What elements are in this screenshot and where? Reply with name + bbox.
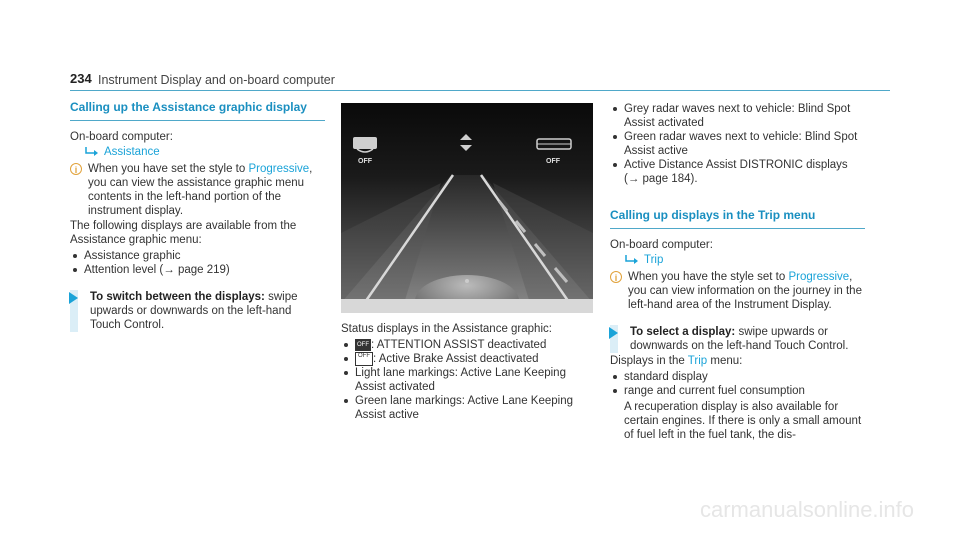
note-text-end: , you can view information on the journey in the left-hand area of the Instrument Display. (628, 271, 862, 311)
list-item: Light lane markings: Active Lane Keeping Assist activated (341, 366, 591, 394)
action-text: swipe upwards or downwards on the left-hand Touch Control. (90, 291, 298, 331)
left-column (70, 100, 325, 332)
action-step (70, 290, 325, 332)
note-text: When you have set the style to (88, 163, 249, 175)
header-rule (70, 90, 890, 91)
trip-list (610, 370, 865, 398)
info-note (70, 162, 325, 218)
brake-assist-off-icon: OFF (355, 352, 373, 366)
bullet-icon (73, 268, 77, 272)
section-title-rule (70, 120, 325, 121)
info-icon: i (610, 271, 622, 283)
progressive-link[interactable]: Progressive (248, 163, 310, 175)
recuperation-paragraph: A recuperation display is also available for certain engines. If there is only a small amount of fuel left in the fuel tank, the dis- (624, 401, 862, 441)
list-item: Attention level (→ page 219) (70, 263, 325, 277)
displays-paragraph: The following displays are available from the Assistance graphic menu: (70, 220, 297, 246)
bullet-icon (344, 371, 348, 375)
menu-path (610, 253, 865, 267)
bullet-icon (613, 107, 617, 111)
status-intro: Status displays in the Assistance graphic: (341, 323, 552, 335)
list-item: Active Distance Assist DISTRONIC displays (→ page 184). (610, 158, 865, 186)
bullet-icon (613, 375, 617, 379)
list-item: range and current fuel consumption (610, 384, 865, 398)
action-arrow-icon (609, 327, 618, 339)
attention-assist-icon (353, 137, 377, 149)
bullet-icon (344, 357, 348, 361)
list-item: Grey radar waves next to vehicle: Blind Spot Assist activated (610, 102, 865, 130)
attention-assist-off-icon: OFF (355, 339, 371, 351)
list-item: Assistance graphic (70, 249, 325, 263)
running-title: Instrument Display and on-board computer (98, 73, 335, 87)
progressive-link[interactable]: Progressive (788, 271, 850, 283)
menu-arrow-icon (84, 146, 100, 158)
bullet-icon (613, 389, 617, 393)
action-bar (70, 290, 78, 332)
trip-link[interactable]: Trip (687, 355, 708, 367)
action-label: To select a display: (630, 326, 736, 338)
note-text-end: , you can view the assistance graphic menu contents in the left-hand portion of the instrument display. (88, 163, 313, 217)
page-number: 234 (70, 71, 92, 86)
menu-arrow-icon (624, 254, 640, 266)
displays-list (70, 249, 325, 277)
status-list (341, 338, 591, 422)
section-title-rule (610, 228, 865, 229)
bullet-icon (344, 399, 348, 403)
menu-path-item[interactable]: Trip (644, 254, 664, 266)
list-item: standard display (610, 370, 865, 384)
assistance-graphic-svg (341, 103, 593, 313)
path-intro: On-board computer: (610, 239, 713, 251)
displays-intro: Displays in the Trip menu: (610, 355, 743, 367)
bullet-icon (73, 254, 77, 258)
section-title-trip: Calling up displays in the Trip menu (610, 208, 816, 222)
list-item: Green lane markings: Active Lane Keeping Assist active (341, 394, 591, 422)
assistance-graphic-image (341, 103, 593, 313)
info-icon: i (70, 163, 82, 175)
menu-path (70, 145, 325, 159)
screen-right-off: OFF (546, 158, 560, 165)
action-step (610, 325, 865, 353)
path-intro: On-board computer: (70, 131, 173, 143)
action-arrow-icon (69, 292, 78, 304)
bullet-icon (613, 135, 617, 139)
menu-path-item[interactable]: Assistance (104, 146, 160, 158)
note-text: When you have the style set to (628, 271, 789, 283)
screen-left-off: OFF (358, 158, 372, 165)
list-item: Green radar waves next to vehicle: Blind Spot Assist active (610, 130, 865, 158)
action-label: To switch between the displays: (90, 291, 265, 303)
watermark: carmanualsonline.info (700, 497, 915, 522)
radar-list (610, 102, 865, 186)
action-text: swipe upwards or downwards on the left-hand Touch Control. (630, 326, 849, 352)
action-bar (610, 325, 618, 353)
list-item: OFF : Active Brake Assist deactivated (341, 352, 591, 366)
bullet-icon (613, 163, 617, 167)
bullet-icon (344, 343, 348, 347)
info-note (610, 270, 865, 312)
list-item: OFF : ATTENTION ASSIST deactivated (341, 338, 591, 352)
section-title-assistance: Calling up the Assistance graphic display (70, 100, 307, 114)
middle-column (341, 322, 591, 422)
right-column (610, 102, 865, 442)
